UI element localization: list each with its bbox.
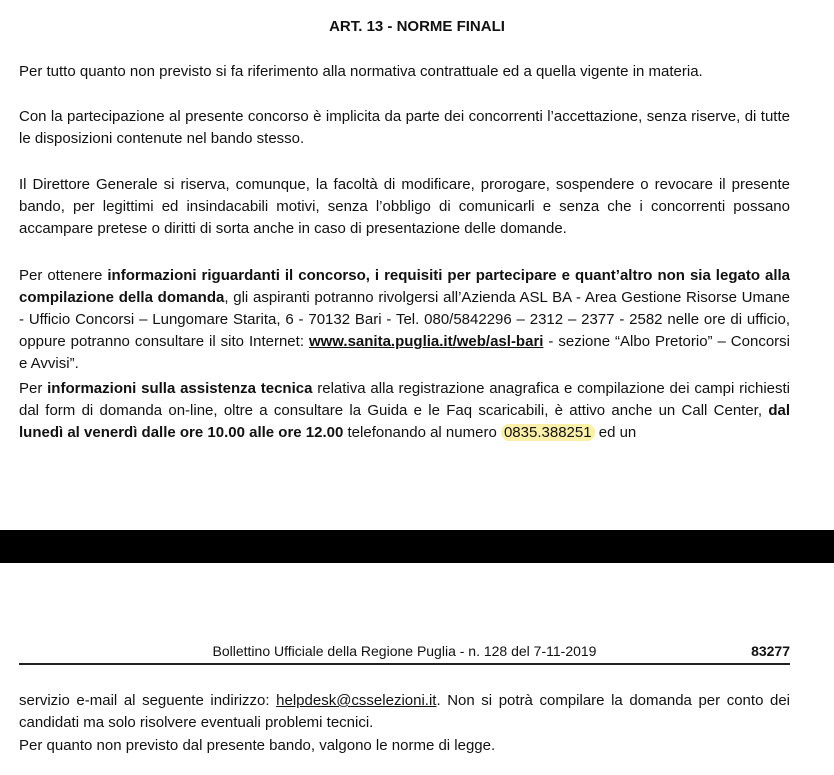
p4-text-c: , gli aspiranti potranno rivolgersi all’Azienda ASL BA - Area Gestione Risorse Umane - Ufficio Concorsi – Lungomare Starita, 6 - 70132 Bari - Tel. 080/5842296 – 2312 – 2377 - 2582 nelle ore di ufficio, oppure potranno consultare il sito Internet: <box>19 289 790 350</box>
paragraph-5 <box>19 378 790 444</box>
paragraph-6 <box>19 690 790 734</box>
paragraph-7: Per quanto non previsto dal presente bando, valgono le norme di legge. <box>19 737 496 754</box>
asl-website-link[interactable]: www.sanita.puglia.it/web/asl-bari <box>308 333 544 350</box>
paragraph-3: Il Direttore Generale si riserva, comunque, la facoltà di modificare, prorogare, sospendere o revocare il presente bando, per legittimi ed insindacabili motivi, senza l’obbligo di comunicarli e senza che i concorrenti possano accampare pretese o diritti di sorta anche in caso di presentazione delle domande. <box>19 176 790 237</box>
p6-text-b: . Non si potrà compilare la domanda per conto dei candidati ma solo risolvere eventuali problemi tecnici. <box>19 692 790 731</box>
p5-text-c: relativa alla registrazione anagrafica e compilazione dei campi richiesti dal form di domanda on-line, oltre a consultare la Guida e le Faq scaricabili, è attivo anche un Call Center, <box>19 380 790 419</box>
call-center-phone-number[interactable]: 0835.388251 <box>501 424 595 441</box>
page-separator-band <box>0 530 834 563</box>
article-title: ART. 13 - NORME FINALI <box>329 18 505 35</box>
paragraph-1: Per tutto quanto non previsto si fa riferimento alla normativa contrattuale ed a quella vigente in materia. <box>19 63 703 80</box>
p5-hours-text: dal lunedì al venerdì dalle ore 10.00 alle ore 12.00 <box>19 402 790 441</box>
p4-text-a: Per ottenere <box>19 267 108 284</box>
p6-text-a: servizio e-mail al seguente indirizzo: <box>19 692 277 709</box>
p5-text-f: ed un <box>594 424 637 441</box>
paragraph-4 <box>19 265 790 375</box>
p5-text-a: Per <box>19 380 48 397</box>
page-number: 83277 <box>751 643 790 659</box>
helpdesk-email-link[interactable]: helpdesk@csselezioni.it <box>276 692 437 709</box>
p4-text-d: - sezione “Albo Pretorio” – Concorsi e Avvisi”. <box>19 333 790 372</box>
bulletin-title: Bollettino Ufficiale della Regione Puglia - n. 128 del 7-11-2019 <box>212 643 597 659</box>
p4-bold-text: informazioni riguardanti il concorso, i requisiti per partecipare e quant’altro non sia legato alla compilazione della domanda <box>19 267 790 306</box>
p5-text-e: telefonando al numero <box>343 424 501 441</box>
paragraph-2: Con la partecipazione al presente concorso è implicita da parte dei concorrenti l’accettazione, senza riserve, di tutte le disposizioni contenute nel bando stesso. <box>19 108 790 147</box>
p5-bold-text: informazioni sulla assistenza tecnica <box>47 380 313 397</box>
bulletin-header <box>19 643 790 665</box>
